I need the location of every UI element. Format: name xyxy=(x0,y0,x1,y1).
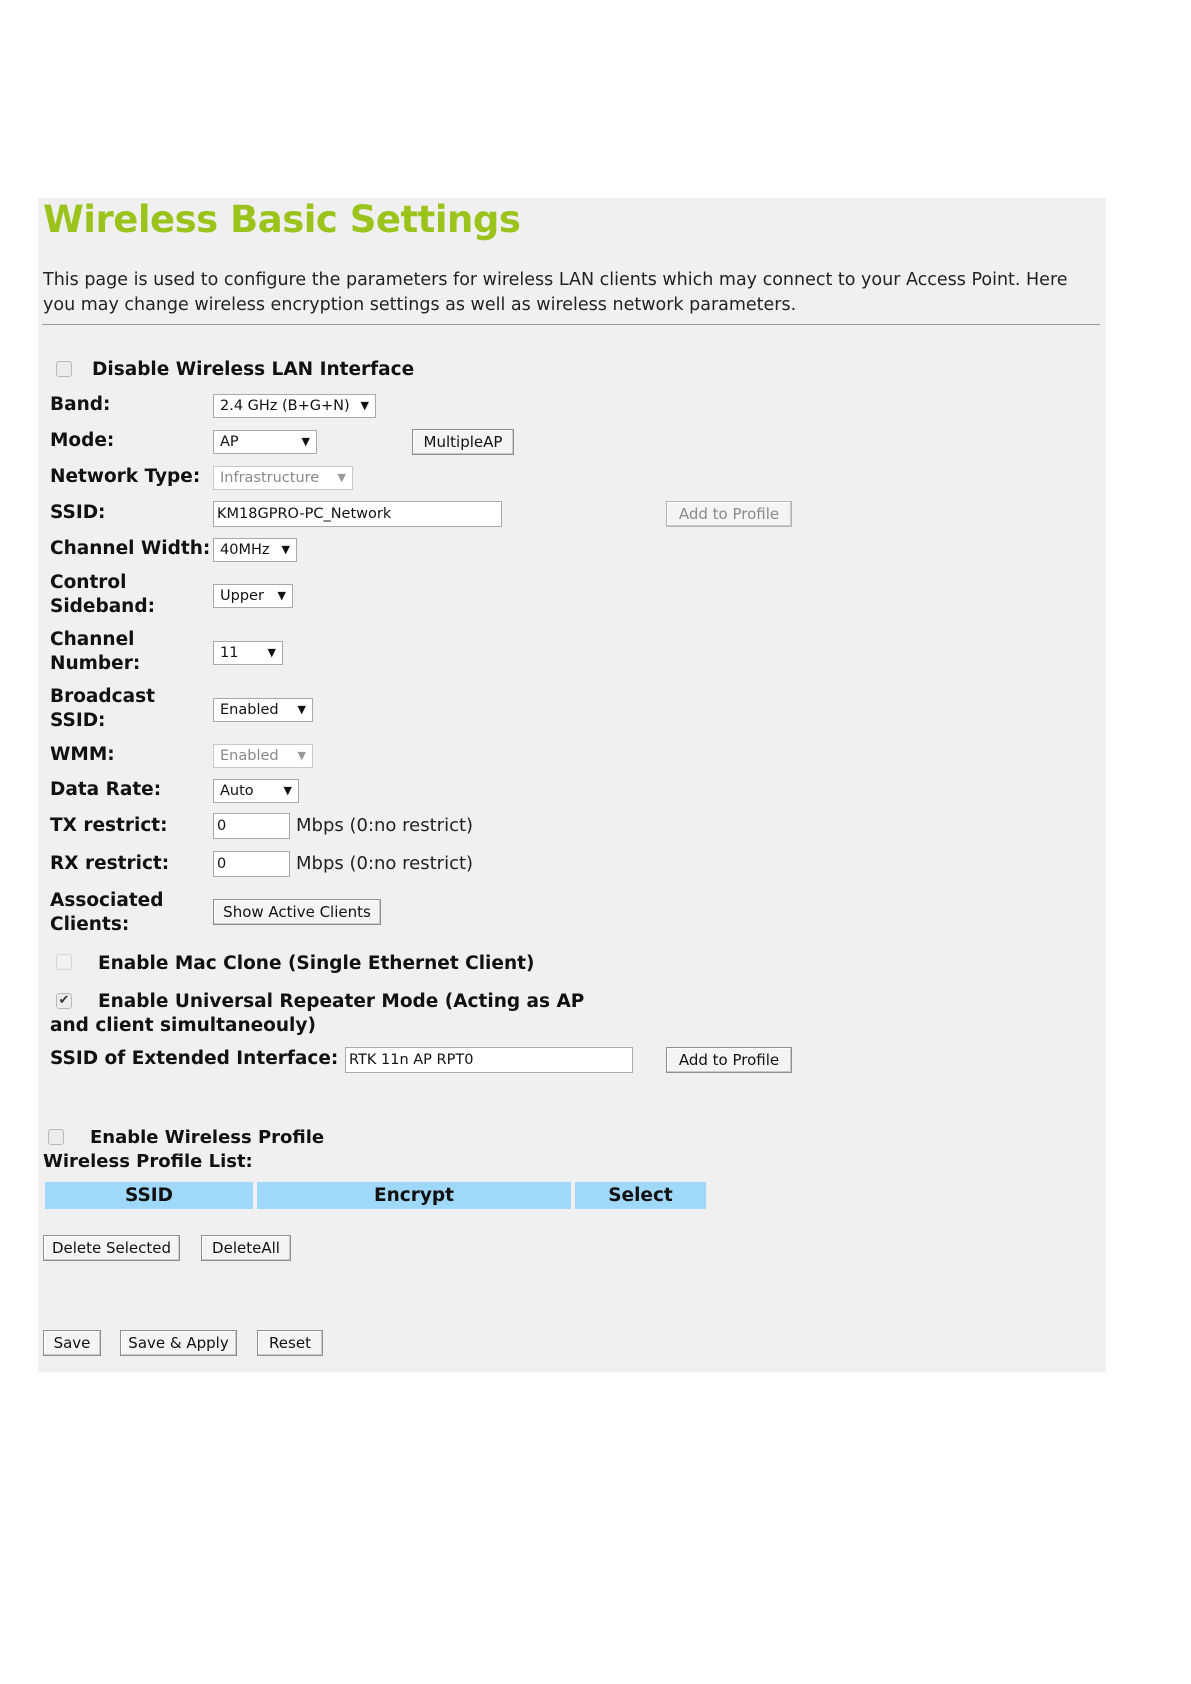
tx-restrict-input[interactable]: 0 xyxy=(213,813,290,839)
tx-restrict-label: TX restrict: xyxy=(50,815,168,836)
disable-wlan-checkbox[interactable] xyxy=(56,361,72,377)
disable-wlan-label: Disable Wireless LAN Interface xyxy=(92,359,415,380)
wireless-profile-list-title: Wireless Profile List: xyxy=(43,1151,253,1172)
profile-table-header xyxy=(45,1182,710,1209)
chevron-down-icon: ▼ xyxy=(297,749,306,762)
broadcast-ssid-select[interactable] xyxy=(213,698,313,722)
column-header-select: Select xyxy=(575,1182,706,1209)
reset-button[interactable]: Reset xyxy=(257,1330,323,1356)
settings-panel xyxy=(38,198,1106,1372)
band-value: 2.4 GHz (B+G+N) xyxy=(220,398,350,414)
associated-clients-label: Associated Clients: xyxy=(50,890,164,935)
universal-repeater-label: Enable Universal Repeater Mode (Acting as AP and client simultaneouly) xyxy=(50,991,585,1036)
extended-ssid-add-to-profile-button[interactable]: Add to Profile xyxy=(666,1047,792,1073)
wmm-label: WMM: xyxy=(50,744,115,765)
control-sideband-label: Control Sideband: xyxy=(50,572,155,617)
delete-selected-button[interactable]: Delete Selected xyxy=(43,1235,180,1261)
save-button[interactable]: Save xyxy=(43,1330,101,1356)
network-type-label: Network Type: xyxy=(50,466,201,487)
ssid-input[interactable]: KM18GPRO-PC_Network xyxy=(213,501,502,527)
column-header-ssid: SSID xyxy=(45,1182,253,1209)
tx-restrict-unit: Mbps (0:no restrict) xyxy=(296,815,474,836)
page-title: Wireless Basic Settings xyxy=(43,198,521,241)
ssid-label: SSID: xyxy=(50,502,106,523)
wmm-select[interactable] xyxy=(213,744,313,768)
channel-number-select[interactable] xyxy=(213,641,283,665)
save-apply-button[interactable]: Save & Apply xyxy=(120,1330,237,1356)
extended-ssid-input[interactable]: RTK 11n AP RPT0 xyxy=(345,1047,633,1073)
extended-ssid-label: SSID of Extended Interface: xyxy=(50,1048,339,1069)
divider xyxy=(42,324,1100,325)
band-select[interactable] xyxy=(213,394,376,418)
data-rate-select[interactable] xyxy=(213,779,299,803)
mode-select[interactable] xyxy=(213,430,317,454)
chevron-down-icon: ▼ xyxy=(360,399,369,412)
checkmark-icon: ✔ xyxy=(58,993,70,1008)
mode-label: Mode: xyxy=(50,430,115,451)
broadcast-ssid-value: Enabled xyxy=(220,702,279,718)
chevron-down-icon: ▼ xyxy=(283,784,292,797)
data-rate-value: Auto xyxy=(220,783,254,799)
control-sideband-select[interactable] xyxy=(213,584,293,608)
channel-width-value: 40MHz xyxy=(220,542,270,558)
channel-number-value: 11 xyxy=(220,645,239,661)
channel-number-label: Channel Number: xyxy=(50,629,141,674)
chevron-down-icon: ▼ xyxy=(297,703,306,716)
delete-all-button[interactable]: DeleteAll xyxy=(201,1235,291,1261)
rx-restrict-unit: Mbps (0:no restrict) xyxy=(296,853,474,874)
broadcast-ssid-label: Broadcast SSID: xyxy=(50,686,155,731)
channel-width-select[interactable] xyxy=(213,538,297,562)
chevron-down-icon: ▼ xyxy=(281,543,290,556)
mac-clone-checkbox[interactable] xyxy=(56,954,72,970)
control-sideband-value: Upper xyxy=(220,588,264,604)
column-header-encrypt: Encrypt xyxy=(257,1182,571,1209)
chevron-down-icon: ▼ xyxy=(277,589,286,602)
rx-restrict-input[interactable]: 0 xyxy=(213,851,290,877)
chevron-down-icon: ▼ xyxy=(267,646,276,659)
chevron-down-icon: ▼ xyxy=(301,435,310,448)
enable-wireless-profile-checkbox[interactable] xyxy=(48,1129,64,1145)
network-type-select[interactable] xyxy=(213,466,353,490)
rx-restrict-label: RX restrict: xyxy=(50,853,170,874)
wmm-value: Enabled xyxy=(220,748,279,764)
page-description: This page is used to configure the parameters for wireless LAN clients which may connect to your Access Point. Here you may change wireless encryption settings as well as wireless network parameters. xyxy=(43,270,1068,315)
data-rate-label: Data Rate: xyxy=(50,779,162,800)
enable-wireless-profile-label: Enable Wireless Profile xyxy=(90,1127,325,1148)
band-label: Band: xyxy=(50,394,111,415)
network-type-value: Infrastructure xyxy=(220,470,320,486)
multiple-ap-button[interactable]: MultipleAP xyxy=(412,429,514,455)
channel-width-label: Channel Width: xyxy=(50,538,211,559)
chevron-down-icon: ▼ xyxy=(337,471,346,484)
mode-value: AP xyxy=(220,434,239,450)
mac-clone-label: Enable Mac Clone (Single Ethernet Client) xyxy=(98,953,535,974)
ssid-add-to-profile-button[interactable]: Add to Profile xyxy=(666,501,792,527)
show-active-clients-button[interactable]: Show Active Clients xyxy=(213,899,381,925)
